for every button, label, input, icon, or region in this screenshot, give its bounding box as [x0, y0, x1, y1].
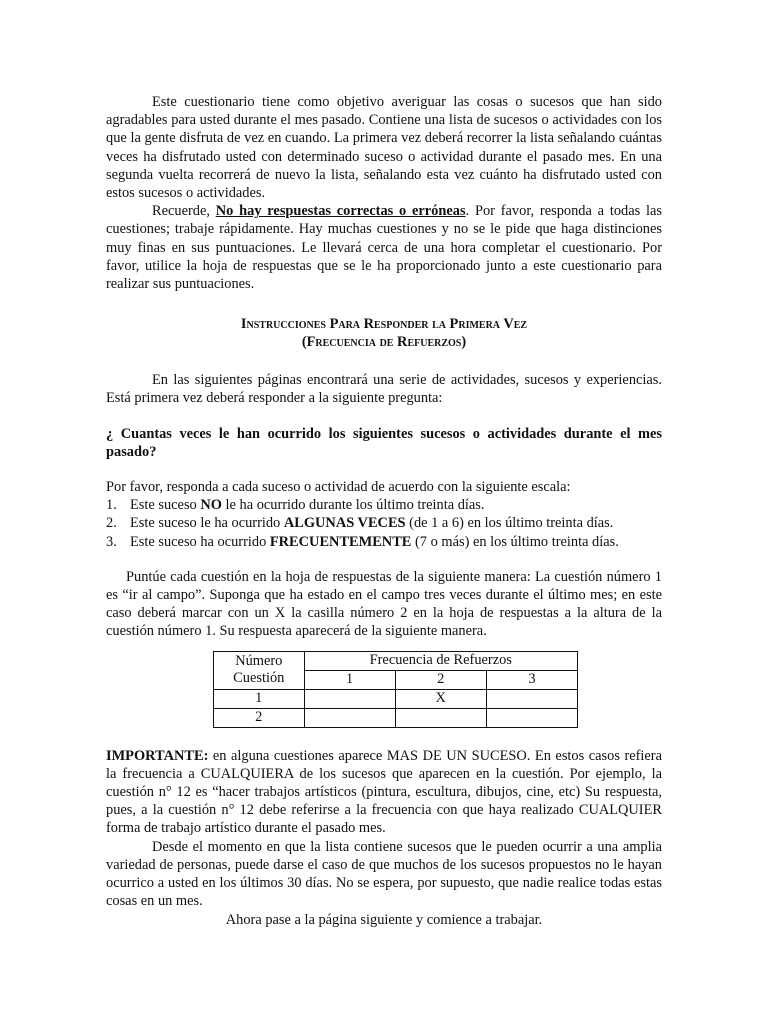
scale-intro: Por favor, responda a cada suceso o actividad de acuerdo con la siguiente escala: — [106, 479, 571, 496]
table-cell: X — [395, 689, 486, 708]
section-paragraph-1: En las siguientes páginas encontrará una serie de actividades, sucesos y experiencias. Está primera vez deberá responder a la siguiente pregunta: — [106, 372, 662, 407]
scale-item-bold: NO — [200, 497, 222, 514]
important-text: en alguna cuestiones aparece MAS DE UN SUCESO. En estos casos refiera la frecuencia a CUALQUIERA de los sucesos que aparecen en la cuestión. Por ejemplo, la cuestión n° 12 es “hacer trabajos artísticos (pintura, escultura, dibujos, cine, etc) Su respuesta, pues, a la cuestión n° 12 debe referirse a la frecuencia con que haya realizado CUALQUIER forma de trabajo artístico durante el pasado mes. — [106, 747, 662, 837]
table-cell-question: 1 — [214, 689, 305, 708]
table-cell-question: 2 — [214, 708, 305, 727]
main-question: ¿ Cuantas veces le han ocurrido los siguientes sucesos o actividades durante el mes pasado? — [106, 425, 662, 460]
header-question-label: Cuestión — [233, 670, 285, 687]
table-cell — [395, 708, 486, 727]
section-heading — [106, 315, 662, 351]
table-row — [214, 708, 578, 727]
scale-item-number: 3. — [106, 533, 117, 550]
scale-item-text-end: (de 1 a 6) en los último treinta días. — [405, 515, 614, 532]
scale-item — [106, 496, 662, 514]
important-label: IMPORTANTE: — [106, 747, 209, 764]
scale-item-text: Este suceso le ha ocurrido — [130, 515, 284, 532]
header-frequency-group: Frecuencia de Refuerzos — [304, 651, 577, 670]
scale-item-bold: FRECUENTEMENTE — [269, 533, 412, 550]
subheader-3: 3 — [486, 670, 577, 689]
scale-item — [106, 514, 662, 532]
table-cell — [486, 689, 577, 708]
frequency-table — [213, 651, 578, 728]
example-paragraph: Puntúe cada cuestión en la hoja de respuestas de la siguiente manera: La cuestión número 1 es “ir al campo”. Suponga que ha estado en el campo tres veces durante el último mes; en este caso deberá marcar con un X la casilla número 2 en la hoja de respuestas a la altura de la cuestión número 1. Su respuesta aparecerá de la siguiente manera. — [106, 568, 662, 640]
scale-item-text: Este suceso — [130, 497, 201, 514]
subheader-2: 2 — [395, 670, 486, 689]
intro-paragraph-1: Este cuestionario tiene como objetivo averiguar las cosas o sucesos que han sido agradables para usted durante el mes pasado. Contiene una lista de sucesos o actividades con los que la gente disfruta de vez en cuando. La primera vez deberá recorrer la lista señalando cuántas veces ha disfrutado usted con determinado suceso o actividad durante el pasado mes. En una segunda vuelta recorrerá de nuevo la lista, señalando esta vez cuánto ha disfrutado usted con estos sucesos o actividades. — [106, 94, 662, 202]
table-row — [214, 689, 578, 708]
table-cell — [486, 708, 577, 727]
intro-p2-pre: Recuerde, — [152, 203, 216, 220]
scale-item-bold: ALGUNAS VECES — [283, 515, 406, 532]
table-cell — [304, 689, 395, 708]
scale-item-text: Este suceso ha ocurrido — [130, 533, 270, 550]
document-page — [106, 93, 662, 929]
important-paragraph — [106, 747, 662, 838]
scale-item-number: 1. — [106, 497, 117, 514]
intro-paragraph-2 — [106, 202, 662, 293]
subheader-1: 1 — [304, 670, 395, 689]
header-question-number — [214, 651, 305, 689]
heading-line-2: (Frecuencia de Refuerzos) — [301, 334, 467, 351]
header-number-label: Número — [235, 653, 283, 670]
scale-item-number: 2. — [106, 515, 117, 532]
heading-line-1: Instrucciones Para Responder la Primera Vez — [240, 316, 528, 333]
intro-p2-post: . Por favor, responda a todas las cuestiones; trabaje rápidamente. Hay muchas cuestiones y no se le pide que haga distinciones muy finas en sus puntuaciones. Le llevará cerca de una hora completar el cuestionario. Por favor, utilice la hoja de respuestas que se le ha proporcionado junto a este cuestionario para realizar sus puntuaciones. — [106, 203, 662, 293]
intro-p2-emphasis: No hay respuestas correctas o erróneas — [215, 203, 466, 220]
table-cell — [304, 708, 395, 727]
scale-item-text-end: (7 o más) en los último treinta días. — [411, 533, 619, 550]
important-paragraph-2: Desde el momento en que la lista contiene sucesos que le pueden ocurrir a una amplia variedad de personas, puede darse el caso de que muchos de los sucesos propuestos no le hayan ocurrico a usted en los últimos 30 días. No se espera, por supuesto, que nadie realice todas estas cosas en un mes. — [106, 838, 662, 910]
scale-item — [106, 533, 662, 551]
closing-line: Ahora pase a la página siguiente y comience a trabajar. — [225, 911, 543, 928]
scale-item-text-end: le ha ocurrido durante los último treinta días. — [221, 497, 485, 514]
scale-list — [106, 496, 662, 551]
